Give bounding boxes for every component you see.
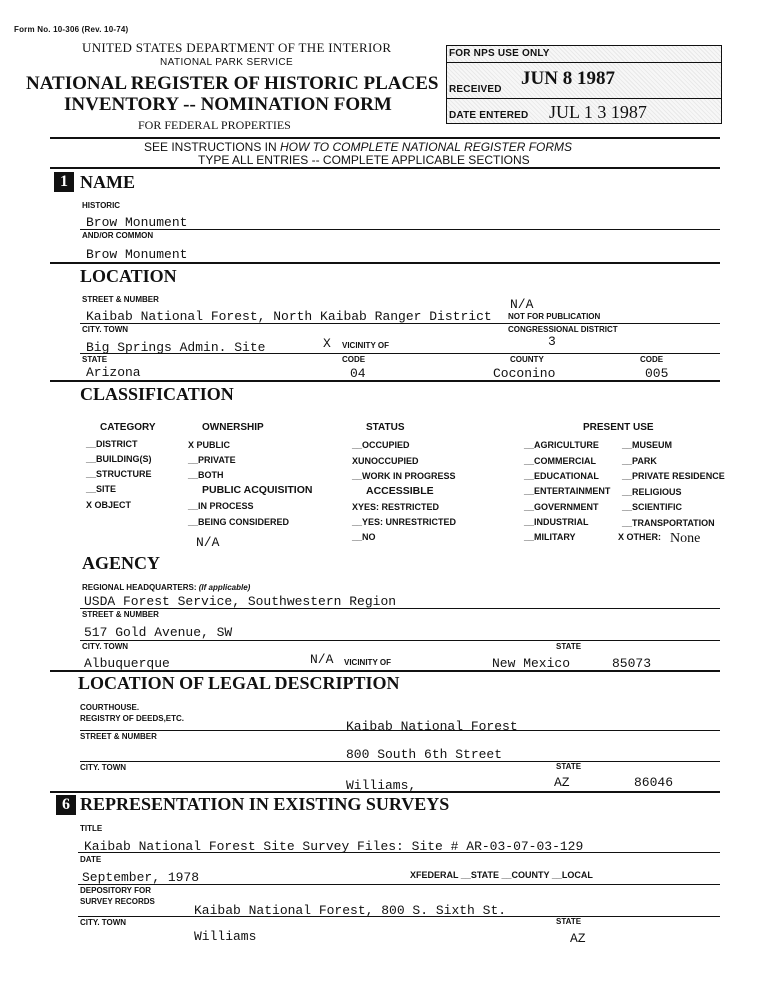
survey-city: Williams [194,929,257,944]
instructions-line-1: SEE INSTRUCTIONS IN HOW TO COMPLETE NATIONAL REGISTER FORMS [144,140,573,154]
ownership-both: __BOTH [188,470,224,480]
acquisition-being-considered: __BEING CONSIDERED [188,517,290,527]
form-subtitle: FOR FEDERAL PROPERTIES [138,118,291,132]
section-location-heading: LOCATION [80,266,177,286]
nps-use-box [446,45,722,124]
use-commercial: __COMMERCIAL [524,456,597,466]
category-structure: __STRUCTURE [86,469,152,479]
not-for-publication-label: NOT FOR PUBLICATION [508,312,601,321]
survey-state: AZ [570,931,586,946]
survey-title-label: TITLE [80,824,103,833]
agency-vicinity-na: N/A [310,652,334,667]
received-label: RECEIVED [449,84,502,95]
nps-box-title: FOR NPS USE ONLY [449,48,550,59]
accessible-no: __NO [352,532,376,542]
category-district: __DISTRICT [86,439,138,449]
agency-state-label: STATE [556,642,582,651]
vicinity-mark: X [323,336,331,351]
status-work-in-progress: __WORK IN PROGRESS [352,471,456,481]
accessible-unrestricted: __YES: UNRESTRICTED [352,517,457,527]
present-use-heading: PRESENT USE [583,422,654,433]
service-name: NATIONAL PARK SERVICE [160,57,294,68]
use-transportation: __TRANSPORTATION [622,518,715,528]
ownership-public: X PUBLIC [188,440,231,450]
ownership-heading: OWNERSHIP [202,422,264,433]
state-value: Arizona [86,365,141,380]
not-for-publication-value: N/A [510,297,534,312]
use-other: X OTHER: [618,532,662,542]
section-6-number: 6 [56,795,76,815]
code-label: CODE [342,355,366,364]
use-agriculture: __AGRICULTURE [524,440,599,450]
agency-zip: 85073 [612,656,652,671]
use-military: __MILITARY [524,532,576,542]
city-value: Big Springs Admin. Site [86,340,266,355]
legal-state-label: STATE [556,762,582,771]
survey-date-label: DATE [80,855,102,864]
department-name: UNITED STATES DEPARTMENT OF THE INTERIOR [82,40,392,55]
use-park: __PARK [622,456,657,466]
regional-hq: USDA Forest Service, Southwestern Region [84,594,397,609]
survey-state-label: STATE [556,917,582,926]
use-industrial: __INDUSTRIAL [524,517,589,527]
agency-city-label: CITY. TOWN [82,642,129,651]
county-code: 005 [645,366,669,381]
form-title-2: INVENTORY -- NOMINATION FORM [64,94,392,115]
section-agency-heading: AGENCY [82,553,161,573]
survey-title: Kaibab National Forest Site Survey Files: Site # AR-03-07-03-129 [84,839,584,854]
county-value: Coconino [493,366,556,381]
section-1-number: 1 [54,172,74,192]
use-other-value: None [670,531,701,546]
courthouse-value: Kaibab National Forest [346,719,518,734]
legal-city-label: CITY. TOWN [80,763,127,772]
public-acquisition-heading: PUBLIC ACQUISITION [202,484,313,496]
section-classification-heading: CLASSIFICATION [80,384,234,404]
street-value: Kaibab National Forest, North Kaibab Ranger District [86,309,492,324]
survey-date: September, 1978 [82,870,200,885]
congressional-district: 3 [548,334,556,349]
registry-label: REGISTRY OF DEEDS,ETC. [80,714,185,723]
courthouse-label: COURTHOUSE. [80,703,140,712]
agency-street-label: STREET & NUMBER [82,610,159,619]
county-label: COUNTY [510,355,544,364]
state-label: STATE [82,355,108,364]
form-number: Form No. 10-306 (Rev. 10-74) [14,25,129,34]
date-entered-stamp: JUL 1 3 1987 [549,102,647,122]
status-unoccupied: XUNOCCUPIED [352,456,419,466]
accessible-heading: ACCESSIBLE [366,485,434,497]
agency-state: New Mexico [492,656,571,671]
county-code-label: CODE [640,355,664,364]
legal-zip: 86046 [634,775,674,790]
use-government: __GOVERNMENT [524,502,599,512]
use-religious: __RELIGIOUS [622,487,682,497]
regional-hq-label: REGIONAL HEADQUARTERS: (If applicable) [82,583,251,592]
street-label: STREET & NUMBER [82,295,159,304]
legal-city: Williams, [346,778,417,793]
use-educational: __EDUCATIONAL [524,471,599,481]
agency-street: 517 Gold Avenue, SW [84,625,233,640]
depository-value: Kaibab National Forest, 800 S. Sixth St. [194,903,507,918]
section-surveys-heading: REPRESENTATION IN EXISTING SURVEYS [80,794,450,814]
agency-vicinity-label: VICINITY OF [344,658,391,667]
date-entered-label: DATE ENTERED [449,110,529,121]
form-title: NATIONAL REGISTER OF HISTORIC PLACES [26,73,439,94]
category-heading: CATEGORY [100,422,156,433]
legal-street: 800 South 6th Street [346,747,503,762]
historic-name: Brow Monument [86,215,188,230]
use-private-residence: __PRIVATE RESIDENCE [622,471,725,481]
category-site: __SITE [86,484,117,494]
section-legal-heading: LOCATION OF LEGAL DESCRIPTION [78,673,400,693]
survey-levels: XFEDERAL __STATE __COUNTY __LOCAL [410,870,593,880]
ownership-private: __PRIVATE [188,455,236,465]
status-heading: STATUS [366,422,405,433]
acquisition-in-process: __IN PROCESS [188,501,254,511]
use-entertainment: __ENTERTAINMENT [524,486,611,496]
status-occupied: __OCCUPIED [352,440,410,450]
legal-street-label: STREET & NUMBER [80,732,157,741]
state-code: 04 [350,366,366,381]
section-name-heading: NAME [80,172,135,192]
agency-city: Albuquerque [84,656,170,671]
use-scientific: __SCIENTIFIC [622,502,683,512]
vicinity-label: VICINITY OF [342,341,389,350]
city-label: CITY. TOWN [82,325,129,334]
category-object: X OBJECT [86,500,132,510]
use-museum: __MUSEUM [622,440,673,450]
accessible-restricted: XYES: RESTRICTED [352,502,440,512]
depository-label-2: SURVEY RECORDS [80,897,155,906]
legal-state: AZ [554,775,570,790]
acquisition-na: N/A [196,535,220,550]
historic-label: HISTORIC [82,201,121,210]
instructions-line-2: TYPE ALL ENTRIES -- COMPLETE APPLICABLE SECTIONS [198,153,530,167]
depository-label-1: DEPOSITORY FOR [80,886,151,895]
congressional-district-label: CONGRESSIONAL DISTRICT [508,325,618,334]
category-buildings: __BUILDING(S) [86,454,152,464]
common-name: Brow Monument [86,247,188,262]
survey-city-label: CITY. TOWN [80,918,127,927]
common-name-label: AND/OR COMMON [82,231,154,240]
received-stamp: JUN 8 1987 [521,68,615,89]
